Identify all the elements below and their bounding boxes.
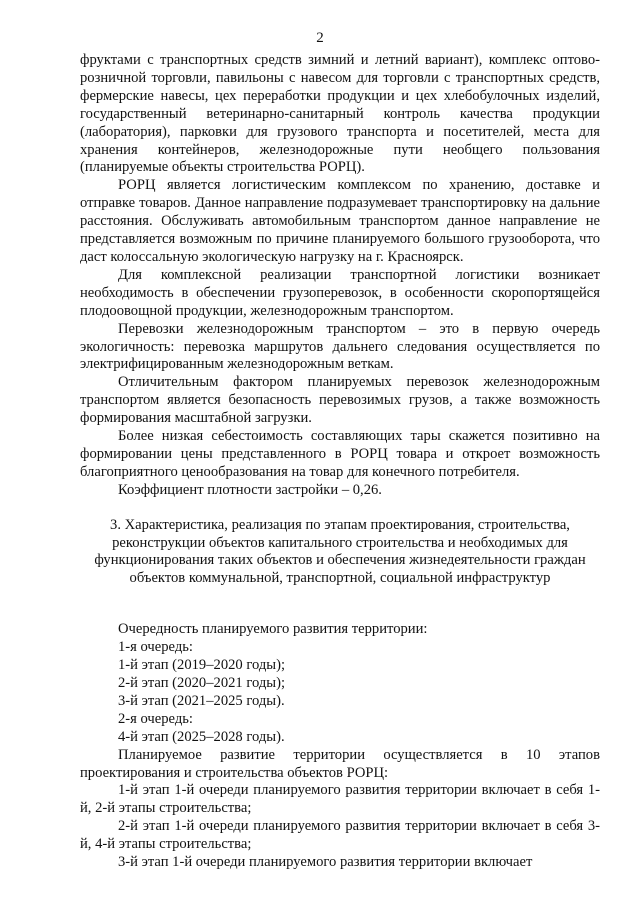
page-number: 2 [316,30,324,46]
paragraph-logistics-complex: РОРЦ является логистическим комплексом по хранению, доставке и отправке товаров. Данное направление подразумевает транспортировку на дальние расстояния. Обслуживать автомобильным транспортом данное направление не представляется возможным по причине планируемого большого грузооборота, что даст колоссальную экологическую нагрузку на г. Красноярск. [80,177,600,265]
paragraph-cost-pricing: Более низкая себестоимость составляющих тары скажется позитивно на формировании цены представленного в РОРЦ товара и откроет возможность благоприятного ценообразования на товар для конечного потребителя. [80,428,600,480]
document-body [80,52,600,872]
list-item: 1-я очередь: [118,639,193,656]
section-3-heading: 3. Характеристика, реализация по этапам проектирования, строительства, реконструкции объектов капитального строительства и необходимых для функционирования таких объектов и обеспечения жизнедеятельности граждан объектов коммунальной, транспортной, социальной инфраструктур [94,516,586,587]
list-item: 2-й этап (2020–2021 годы); [118,675,286,691]
paragraph-railway-ecology: Перевозки железнодорожным транспортом – это в первую очередь экологичность: перевозка маршрутов дальнего следования осуществляется по электрифицированным железнодорожным веткам. [80,320,600,373]
list-item: 3-й этап (2021–2025 годы). [118,692,285,709]
section-spacer [80,604,600,621]
paragraph-cargo-safety: Отличительным фактором планируемых перевозок железнодорожным транспортом является безопасность перевозимых грузов, а также возможность формирования масштабной загрузки. [80,374,600,427]
list-item: 1-й этап (2019–2020 годы); [118,657,286,674]
paragraph-stage-2: 2-й этап 1-й очереди планируемого развития территории включает в себя 3-й, 4-й этапы строительства; [80,818,600,853]
paragraph-density-coefficient: Коэффициент плотности застройки – 0,26. [118,481,382,498]
paragraph-stage-1: 1-й этап 1-й очереди планируемого развития территории включает в себя 1-й, 2-й этапы строительства; [80,782,600,817]
list-item: 4-й этап (2025–2028 годы). [118,728,285,745]
development-order-intro: Очередность планируемого развития территории: [118,621,428,638]
paragraph-objects-list: фруктами с транспортных средств зимний и летний вариант), комплекс оптово-розничной торговли, павильоны с навесом для торговли с транспортных средств, фермерские навесы, цех переработки продукции и цех хлебобулочных изделий, государственный ветеринарно-санитарный контроль качества продукции (лаборатория), парковки для грузового транспорта и посетителей, места для хранения контейнеров, железнодорожные пути необщего пользования (планируемые объекты строительства РОРЦ). [80,52,600,176]
paragraph-transport-logistics: Для комплексной реализации транспортной логистики возникает необходимость в обеспечении грузоперевозок, в особенности скоропортящейся плодоовощной продукции, железнодорожным транспортом. [80,266,600,319]
list-item: 2-я очередь: [118,710,193,727]
paragraph-development-stages: Планируемое развитие территории осуществляется в 10 этапов проектирования и строительства объектов РОРЦ: [80,746,600,781]
paragraph-stage-3: 3-й этап 1-й очереди планируемого развития территории включает [118,854,533,871]
